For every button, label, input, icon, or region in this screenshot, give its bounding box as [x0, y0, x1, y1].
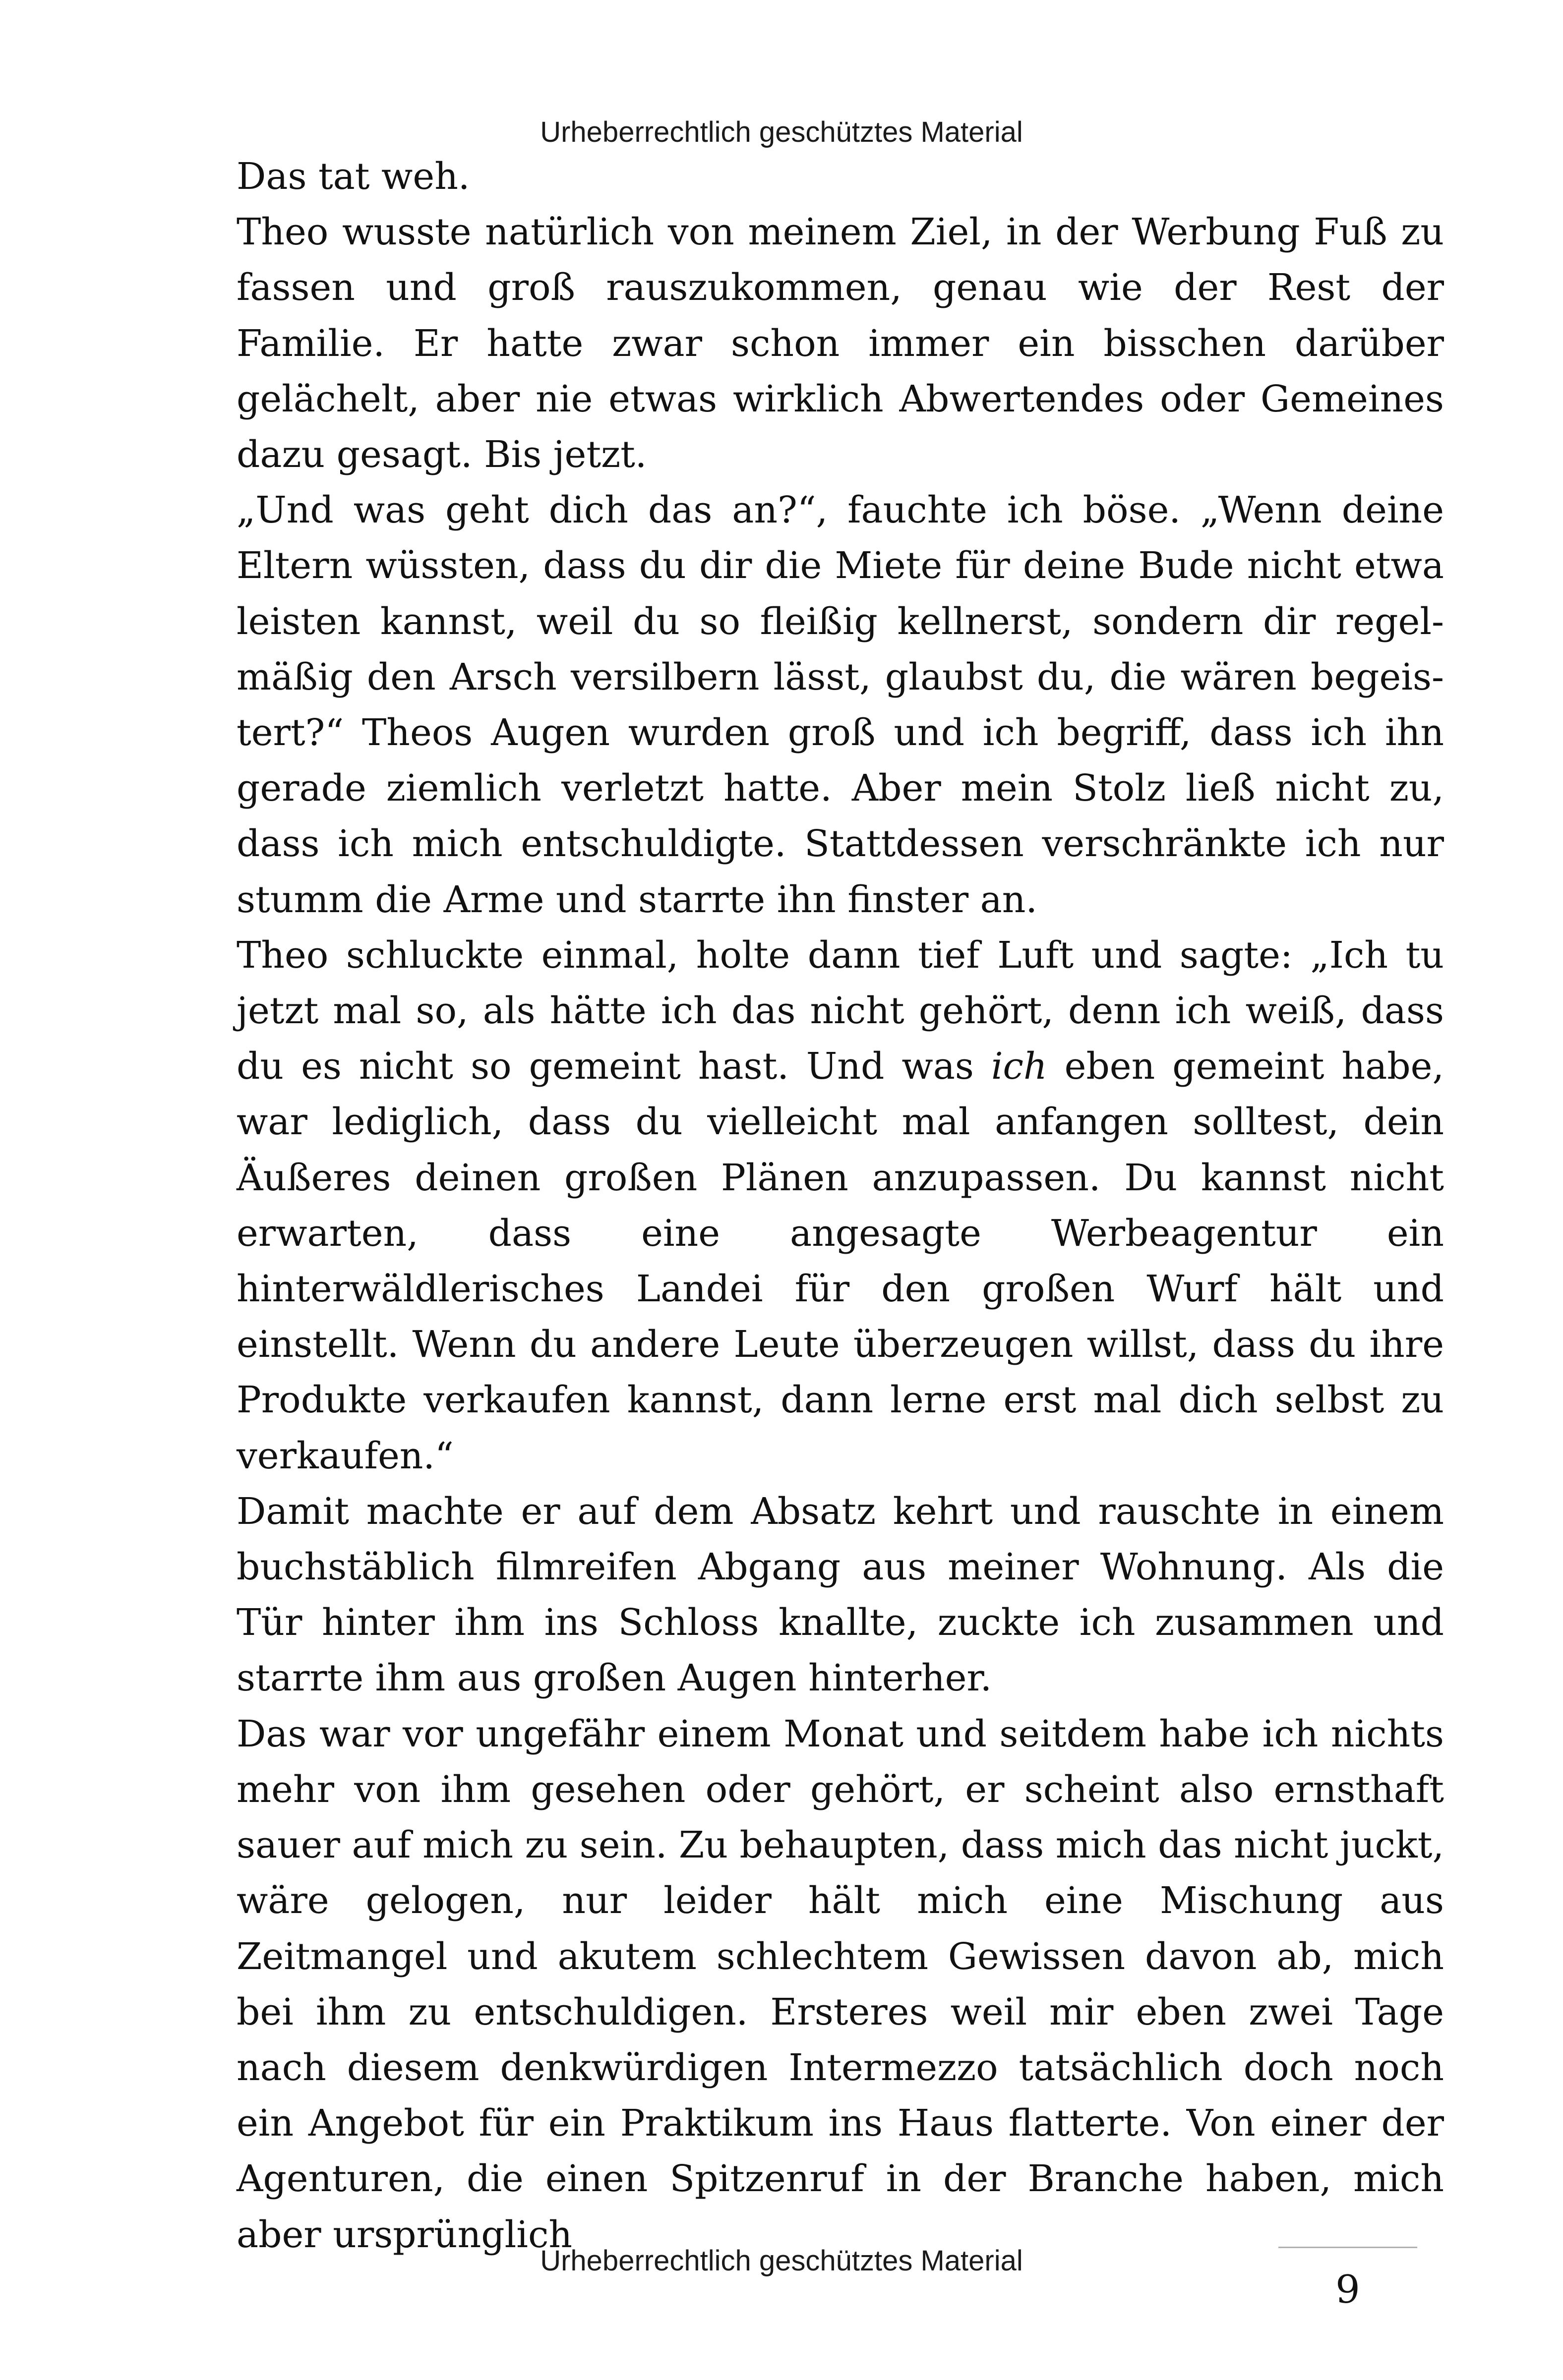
paragraph-4 — [237, 928, 1444, 1484]
paragraph-4-start: Theo schluckte einmal, holte dann tief Luft und sagte: „Ich tu jetzt mal so, als hätte ich das nicht gehört, denn ich weiß, dass du es nicht so gemeint hast. Und was — [237, 933, 1444, 1088]
paragraph-4-emphasis: ich — [991, 1045, 1047, 1088]
copyright-watermark-bottom: Urheberrechtlich geschütztes Material — [540, 2245, 1023, 2277]
copyright-watermark-top: Urheberrechtlich geschütztes Material — [540, 116, 1023, 148]
book-page-text — [237, 149, 1444, 2263]
paragraph-2: Theo wusste natürlich von meinem Ziel, in der Werbung Fuß zu fassen und groß rauszukommen, genau wie der Rest der Familie. Er hatte zwar schon immer ein bisschen darüber gelächelt, aber nie etwas wirklich Abwertendes oder Gemeines dazu gesagt. Bis jetzt. — [237, 211, 1444, 476]
paragraph-6: Das war vor ungefähr einem Monat und seitdem habe ich nichts mehr von ihm gesehen oder gehört, er scheint also ernsthaft sauer auf mich zu sein. Zu behaupten, dass mich das nicht juckt, wäre gelogen, nur leider hält mich eine Mischung aus Zeitmangel und akutem schlechtem Gewissen davon ab, mich bei ihm zu entschuldigen. Ersteres weil mir eben zwei Tage nach diesem denkwürdigen Intermezzo tatsächlich doch noch ein Angebot für ein Praktikum ins Haus flatterte. Von einer der Agenturen, die einen Spitzenruf in der Branche haben, mich aber ursprünglich — [237, 1712, 1444, 2256]
page-number: 9 — [1335, 2267, 1360, 2312]
paragraph-5: Damit machte er auf dem Absatz kehrt und rauschte in einem buchstäblich filmreifen Abgang aus meiner Wohnung. Als die Tür hinter ihm ins Schloss knallte, zuckte ich zusammen und starrte ihm aus großen Augen hinterher. — [237, 1490, 1444, 1700]
paragraph-1: Das tat weh. — [237, 155, 470, 198]
paragraph-3: „Und was geht dich das an?“, fauchte ich böse. „Wenn deine Eltern wüssten, dass du dir die Miete für deine Bude nicht etwa leisten kannst, weil du so fleißig kellnerst, sondern dir regelmäßig den Arsch versilbern lässt, glaubst du, die wären begeistert?“ Theos Augen wurden groß und ich begriff, dass ich ihn gerade ziemlich verletzt hatte. Aber mein Stolz ließ nicht zu, dass ich mich entschuldigte. Stattdessen verschränkte ich nur stumm die Arme und starrte ihn finster an. — [237, 489, 1444, 921]
paragraph-4-end: eben gemeint habe, war lediglich, dass du vielleicht mal anfangen solltest, dein Äußeres deinen großen Plänen anzupassen. Du kannst nicht erwarten, dass eine angesagte Werbeagentur ein hinterwäldlerisches Landei für den großen Wurf hält und einstellt. Wenn du andere Leute überzeugen willst, dass du ihre Produkte verkaufen kannst, dann lerne erst mal dich selbst zu verkaufen.“ — [237, 1045, 1444, 1477]
footer-divider — [1278, 2247, 1417, 2248]
